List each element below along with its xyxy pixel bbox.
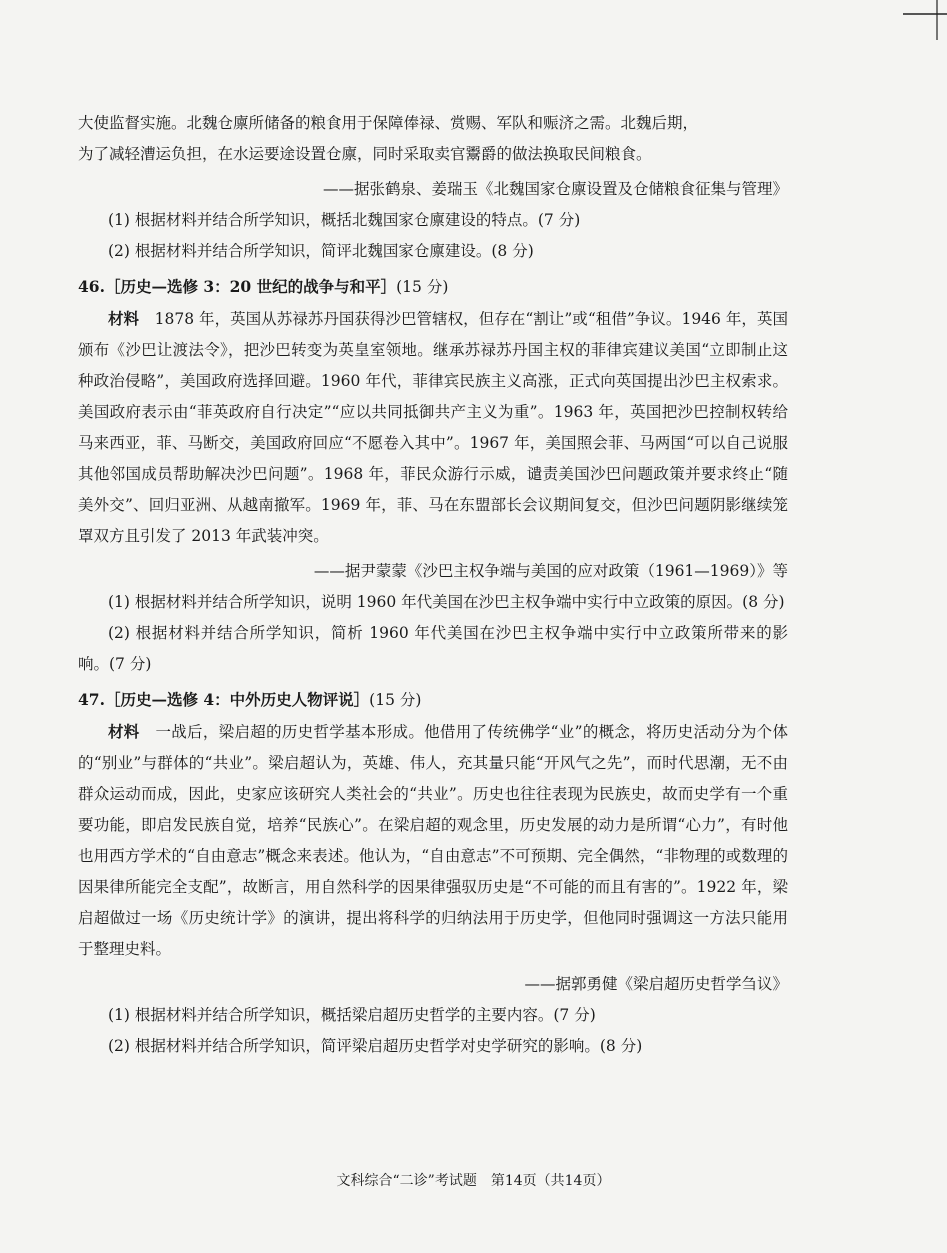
question-47-source: ——据郭勇健《梁启超历史哲学刍议》 [524,975,788,993]
intro-question-1: (1) 根据材料并结合所学知识，概括北魏国家仓廪建设的特点。(7 分) [108,211,581,229]
question-46-material-text: 1878 年，英国从苏禄苏丹国获得沙巴管辖权，但存在“割让”或“租借”争议。1946 年，英国颁布《沙巴让渡法令》，把沙巴转变为英皇室领地。继承苏禄苏丹国主权的菲律宾建议美国“立即制止这种政治侵略”，美国政府选择回避。1960 年代，菲律宾民族主义高涨，正式向英国提出沙巴主权索求。美国政府表示由“菲英政府自行决定”“应以共同抵御共产主义为重”。1963 年，英国把沙巴控制权转给马来西亚，菲、马断交，美国政府回应“不愿卷入其中”。1967 年，美国照会菲、马两国“可以自己说服其他邻国成员帮助解决沙巴问题”。1968 年，菲民众游行示威，谴责美国沙巴问题政策并要求终止“随美外交”、回归亚洲、从越南撤军。1969 年，菲、马在东盟部长会议期间复交，但沙巴问题阴影继续笼罩双方且引发了 2013 年武装冲突。 [78,310,788,545]
question-46-title: ［历史—选修 3：20 世纪的战争与和平］ [104,277,397,296]
page-footer: 文科综合“二诊”考试题 第14页（共14页） [336,1173,611,1189]
question-46-material-label: 材料 [108,309,140,328]
question-47-score: (15 分) [369,691,422,709]
question-47-number: 47. [78,690,105,709]
question-47-title: ［历史—选修 4：中外历史人物评说］ [104,690,370,709]
corner-crop-mark [897,0,947,40]
question-47-subquestion-1: (1) 根据材料并结合所学知识，概括梁启超历史哲学的主要内容。(7 分) [108,1006,596,1024]
question-46-score: (15 分) [396,278,449,296]
question-47-material [78,716,788,965]
question-46-subquestion-1: (1) 根据材料并结合所学知识，说明 1960 年代美国在沙巴主权争端中实行中立政策的原因。(8 分) [108,593,785,611]
question-47-material-text: 一战后，梁启超的历史哲学基本形成。他借用了传统佛学“业”的概念，将历史活动分为个体的“别业”与群体的“共业”。梁启超认为，英雄、伟人，充其量只能“开风气之先”，而时代思潮，无不由群众运动而成，因此，史家应该研究人类社会的“共业”。历史也往往表现为民族史，故而史学有一个重要功能，即启发民族自觉，培养“民族心”。在梁启超的观念里，历史发展的动力是所谓“心力”，有时他也用西方学术的“自由意志”概念来表述。他认为，“自由意志”不可预期、完全偶然，“非物理的或数理的因果律所能完全支配”，故断言，用自然科学的因果律强驭历史是“不可能的而且有害的”。1922 年，梁启超做过一场《历史统计学》的演讲，提出将科学的归纳法用于历史学，但他同时强调这一方法只能用于整理史料。 [78,723,788,958]
intro-line-1: 大使监督实施。北魏仓廪所储备的粮食用于保障俸禄、赏赐、军队和赈济之需。北魏后期， [78,114,699,132]
question-46-subquestion-2: (2) 根据材料并结合所学知识，简析 1960 年代美国在沙巴主权争端中实行中立政策所带来的影响。(7 分) [78,624,788,673]
question-46-heading [78,271,788,303]
question-47-material-label: 材料 [108,722,140,741]
question-46-material [78,303,788,552]
intro-source: ——据张鹤泉、姜瑞玉《北魏国家仓廪设置及仓储粮食征集与管理》 [322,180,788,198]
question-46-source: ——据尹蒙蒙《沙巴主权争端与美国的应对政策（1961—1969）》等 [313,562,788,580]
question-47-heading [78,684,788,716]
intro-question-2: (2) 根据材料并结合所学知识，简评北魏国家仓廪建设。(8 分) [108,242,534,260]
question-47-subquestion-2: (2) 根据材料并结合所学知识，简评梁启超历史哲学对史学研究的影响。(8 分) [108,1037,643,1055]
question-46-number: 46. [78,277,105,296]
exam-page-content [78,108,788,1062]
intro-line-2: 为了减轻漕运负担，在水运要途设置仓廪，同时采取卖官鬻爵的做法换取民间粮食。 [78,145,652,163]
